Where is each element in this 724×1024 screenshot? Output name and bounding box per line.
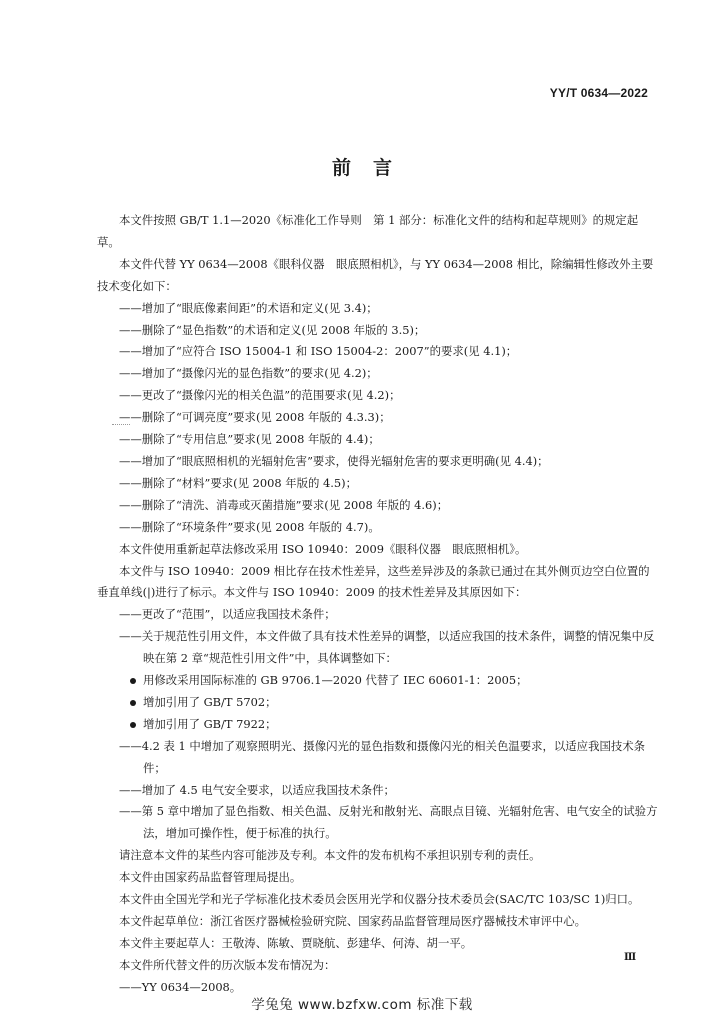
watermark-link[interactable]: 学兔兔 www.bzfxw.com 标准下载 <box>251 997 473 1013</box>
change-item: ——增加了“眼底照相机的光辐射危害”要求，使得光辐射危害的要求更明确(见 4.4)； <box>119 453 549 468</box>
bullet-item <box>97 714 659 736</box>
paragraph: 本文件与 ISO 10940：2009 相比存在技术性差异，这些差异涉及的条款已通过在其外侧页边空白位置的垂直单线(|)进行了标示。本文件与 ISO 10940：2009 的技术性差异及其原因如下： <box>97 563 650 600</box>
paragraph: 请注意本文件的某些内容可能涉及专利。本文件的发布机构不承担识别专利的责任。 <box>119 848 541 863</box>
difference-item: ——第 5 章中增加了显色指数、相关色温、反射光和散射光、高眼点目镜、光辐射危害、电气安全的试验方法，增加可操作性，便于标准的执行。 <box>119 804 658 841</box>
bullet-text: 用修改采用国际标准的 GB 9706.1—2020 代替了 IEC 60601-1：2005； <box>143 673 528 688</box>
change-item: ——删除了“可调亮度”要求(见 2008 年版的 4.3.3)； <box>119 410 391 425</box>
paragraph: 本文件代替 YY 0634—2008《眼科仪器 眼底照相机》，与 YY 0634—2008 相比，除编辑性修改外主要技术变化如下： <box>97 256 654 293</box>
bullet-item <box>97 692 659 714</box>
bullet-dot <box>130 700 136 706</box>
change-item: ——删除了“显色指数”的术语和定义(见 2008 年版的 3.5)； <box>119 322 426 337</box>
paragraph: 本文件所代替文件的历次版本发布情况为： <box>119 957 336 972</box>
difference-item: ——4.2 表 1 中增加了观察照明光、摄像闪光的显色指数和摄像闪光的相关色温要求，以适应我国技术条件； <box>119 738 646 775</box>
change-item: ——删除了“专用信息”要求(见 2008 年版的 4.4)； <box>119 432 380 447</box>
change-item: ——增加了“摄像闪光的显色指数”的要求(见 4.2)； <box>119 366 378 381</box>
bullet-dot <box>130 722 136 728</box>
difference-item: ——增加了 4.5 电气安全要求，以适应我国技术条件； <box>119 782 395 797</box>
paragraph: ——YY 0634—2008。 <box>119 979 242 994</box>
change-item: ——删除了“材料”要求(见 2008 年版的 4.5)； <box>119 475 357 490</box>
difference-item: ——关于规范性引用文件，本文件做了具有技术性差异的调整，以适应我国的技术条件，调整的情况集中反映在第 2 章“规范性引用文件”中，具体调整如下： <box>119 629 655 666</box>
paragraph: 本文件使用重新起草法修改采用 ISO 10940：2009《眼科仪器 眼底照相机》。 <box>119 541 527 556</box>
page-title: 前言 <box>331 157 414 179</box>
foreword-body <box>97 210 659 999</box>
bullet-text: 增加引用了 GB/T 7922； <box>143 716 277 731</box>
paragraph: 本文件起草单位：浙江省医疗器械检验研究院、国家药品监督管理局医疗器械技术审评中心。 <box>119 914 587 928</box>
document-code: YY/T 0634—2022 <box>549 86 648 100</box>
change-item: ——删除了“清洗、消毒或灭菌措施”要求(见 2008 年版的 4.6)； <box>119 497 449 512</box>
change-item: ——删除了“环境条件”要求(见 2008 年版的 4.7)。 <box>119 519 380 534</box>
change-item: ——增加了“眼底像素间距”的术语和定义(见 3.4)； <box>119 300 378 315</box>
bullet-item <box>97 670 659 692</box>
paragraph: 本文件按照 GB/T 1.1—2020《标准化工作导则 第 1 部分：标准化文件的结构和起草规则》的规定起草。 <box>97 213 639 249</box>
difference-item: ——更改了“范围”，以适应我国技术条件； <box>119 607 336 622</box>
bullet-text: 增加引用了 GB/T 5702； <box>143 694 277 709</box>
change-item: ——更改了“摄像闪光的相关色温”的范围要求(见 4.2)； <box>119 388 401 403</box>
paragraph: 本文件由国家药品监督管理局提出。 <box>119 870 302 885</box>
page-number: Ⅲ <box>624 952 637 963</box>
bullet-dot <box>130 678 136 684</box>
paragraph: 本文件由全国光学和光子学标准化技术委员会医用光学和仪器分技术委员会(SAC/TC 103/SC 1)归口。 <box>119 892 640 907</box>
change-item: ——增加了“应符合 ISO 15004-1 和 ISO 15004-2：2007”的要求(见 4.1)； <box>119 344 518 359</box>
paragraph: 本文件主要起草人：王敬涛、陈敏、贾晓航、彭建华、何涛、胡一平。 <box>119 935 473 950</box>
